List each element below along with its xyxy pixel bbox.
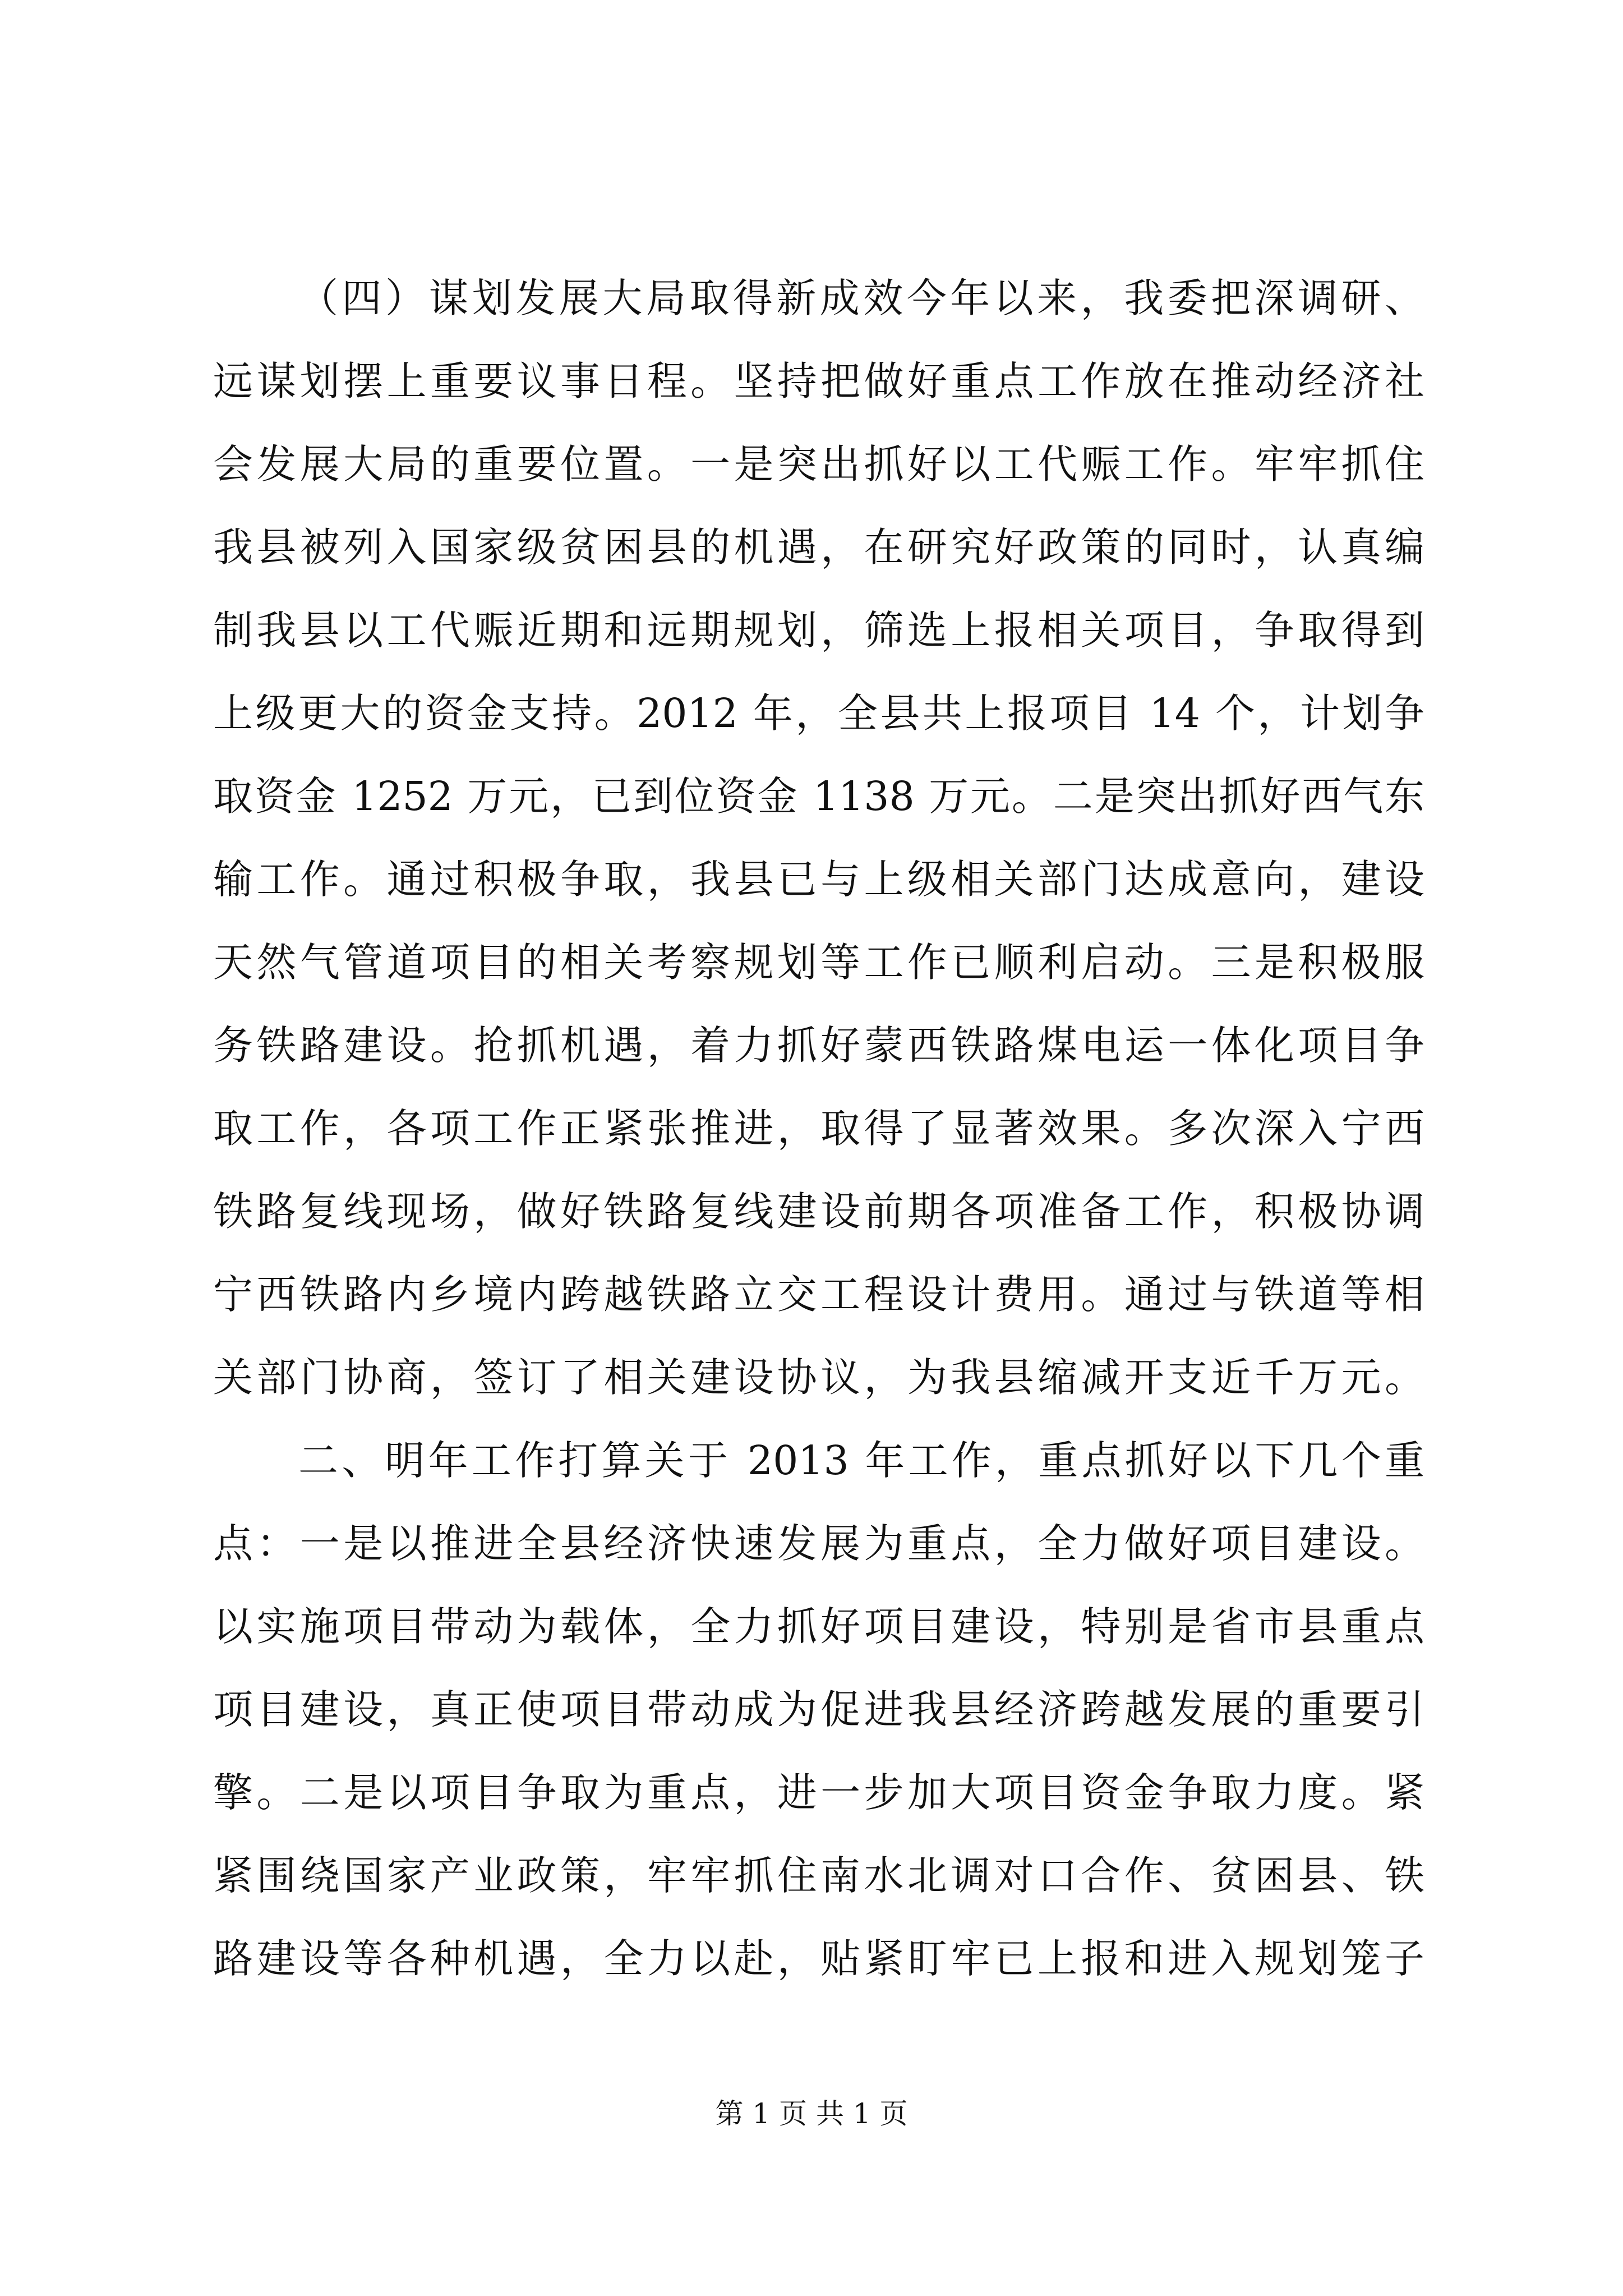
text-line: 我县被列入国家级贫困县的机遇，在研究好政策的同时，认真编 [213,524,1424,570]
text-line: 取工作，各项工作正紧张推进，取得了显著效果。多次深入宁西 [213,1105,1424,1152]
text-line: （四）谋划发展大局取得新成效今年以来，我委把深调研、 [298,275,1424,321]
text-line: 关部门协商，签订了相关建设协议，为我县缩减开支近千万元。 [213,1354,1424,1401]
text-line: 以实施项目带动为载体，全力抓好项目建设，特别是省市县重点 [213,1603,1424,1650]
text-line: 上级更大的资金支持。2012 年，全县共上报项目 14 个，计划争 [213,690,1424,737]
text-line: 远谋划摆上重要议事日程。坚持把做好重点工作放在推动经济社 [213,358,1424,404]
text-line: 制我县以工代赈近期和远期规划，筛选上报相关项目，争取得到 [213,607,1424,654]
text-line: 擎。二是以项目争取为重点，进一步加大项目资金争取力度。紧 [213,1769,1424,1816]
text-line: 紧围绕国家产业政策，牢牢抓住南水北调对口合作、贫困县、铁 [213,1852,1424,1899]
text-line: 二、明年工作打算关于 2013 年工作，重点抓好以下几个重 [298,1437,1424,1484]
text-line: 天然气管道项目的相关考察规划等工作已顺利启动。三是积极服 [213,939,1424,986]
text-line: 取资金 1252 万元，已到位资金 1138 万元。二是突出抓好西气东 [213,773,1424,820]
text-line: 输工作。通过积极争取，我县已与上级相关部门达成意向，建设 [213,856,1424,903]
text-line: 会发展大局的重要位置。一是突出抓好以工代赈工作。牢牢抓住 [213,441,1424,487]
text-line: 路建设等各种机遇，全力以赴，贴紧盯牢已上报和进入规划笼子 [213,1935,1424,1982]
text-line: 铁路复线现场，做好铁路复线建设前期各项准备工作，积极协调 [213,1188,1424,1235]
text-line: 点：一是以推进全县经济快速发展为重点，全力做好项目建设。 [213,1520,1424,1567]
text-line: 宁西铁路内乡境内跨越铁路立交工程设计费用。通过与铁道等相 [213,1271,1424,1318]
text-line: 务铁路建设。抢抓机遇，着力抓好蒙西铁路煤电运一体化项目争 [213,1022,1424,1069]
text-line: 项目建设，真正使项目带动成为促进我县经济跨越发展的重要引 [213,1686,1424,1733]
page-footer: 第 1 页 共 1 页 [715,2097,908,2130]
